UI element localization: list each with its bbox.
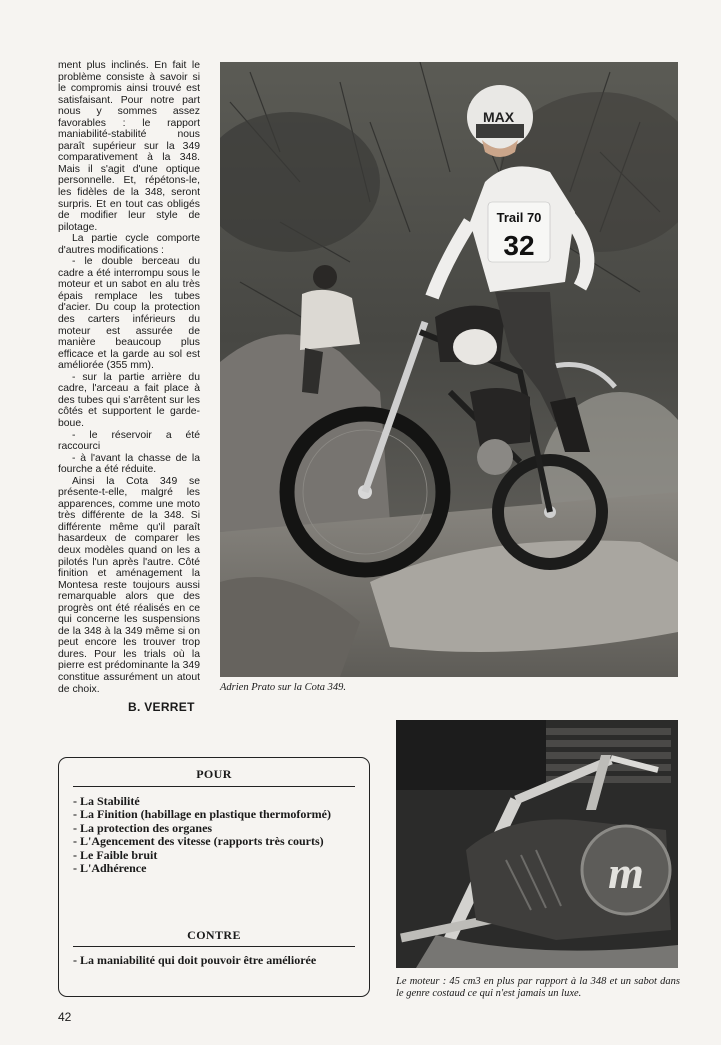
bib-number: 32 xyxy=(503,230,535,261)
pros-list xyxy=(73,795,355,875)
pros-divider xyxy=(73,786,355,787)
article-paragraph: - à l'avant la chasse de la fourche a été réduite. xyxy=(58,452,200,476)
article-paragraph: - le réservoir a été raccourci xyxy=(58,429,200,453)
article-paragraph: - sur la partie arrière du cadre, l'arceau a fait place à des tubes qui s'arrêtent sur les côtés et supportent le garde-boue. xyxy=(58,371,200,429)
bib-sponsor-text: Trail 70 xyxy=(496,210,542,225)
pros-item: - L'Adhérence xyxy=(73,861,147,876)
article-paragraph: La partie cycle comporte d'autres modifications : xyxy=(58,233,200,256)
article-paragraph: - le double berceau du cadre a été interrompu sous le moteur et un sabot en alu très épais remplace les tubes d'acier. Du coup la protection des carters inférieurs du moteur est assurée de manière beaucoup plus efficace et la garde au sol est améliorée (355 mm). xyxy=(58,256,200,372)
pros-item: - La Finition (habillage en plastique thermoformé) xyxy=(73,807,331,822)
engine-photo-caption: Le moteur : 45 cm3 en plus par rapport à la 348 et un sabot dans le genre costaud ce qui n'est jamais un luxe. xyxy=(396,976,680,999)
pros-item: - La protection des organes xyxy=(73,820,213,835)
rider-photo-caption: Adrien Prato sur la Cota 349. xyxy=(220,682,347,693)
rider-photo xyxy=(220,62,678,677)
helmet-text: MAX xyxy=(483,109,515,125)
engine-photo xyxy=(396,720,678,968)
pros-cons-box xyxy=(58,757,370,997)
pros-item: - L'Agencement des vitesse (rapports très courts) xyxy=(73,834,324,849)
page-number: 42 xyxy=(58,1010,72,1024)
cons-divider xyxy=(73,946,355,947)
montesa-logo: m xyxy=(608,847,644,898)
pros-title: POUR xyxy=(196,767,232,781)
article-paragraph: ment plus inclinés. En fait le problème consiste à savoir si le compromis ainsi trouvé est satisfaisant. Pour notre part nous y sommes assez favorables : le rapport maniabilité-stabilité nous paraît supérieur sur la 349 comparativement à la 348. Mais il s'agit d'une optique personnelle. Et, répétons-le, les fidèles de la 348, seront surpris. Et en tout cas obligés de modifier leur style de pilotage. xyxy=(58,60,200,233)
article-column xyxy=(58,60,200,695)
cons-item: - La maniabilité qui doit pouvoir être améliorée xyxy=(73,953,317,967)
cons-list xyxy=(73,954,355,967)
pros-item: - Le Faible bruit xyxy=(73,847,158,862)
article-paragraph: Ainsi la Cota 349 se présente-t-elle, malgré les apparences, comme une moto très différente de la 348. Si différente même qu'il paraît hasardeux de comparer les deux modèles quand on les a pilotés l'un après l'autre. Côté finition et aménagement la Montesa reste toujours aussi remarquable alors que des progrès ont été réalisés en ce qui concerne les suspensions de la 348 à la 349 même si on peut encore les trouver trop dures. Pour les trials où la pierre est prédominante la 349 constitue assurément un atout de choix. xyxy=(58,475,200,695)
cons-title: CONTRE xyxy=(187,928,241,942)
author-signature: B. VERRET xyxy=(128,700,195,714)
pros-item: - La Stabilité xyxy=(73,794,140,808)
